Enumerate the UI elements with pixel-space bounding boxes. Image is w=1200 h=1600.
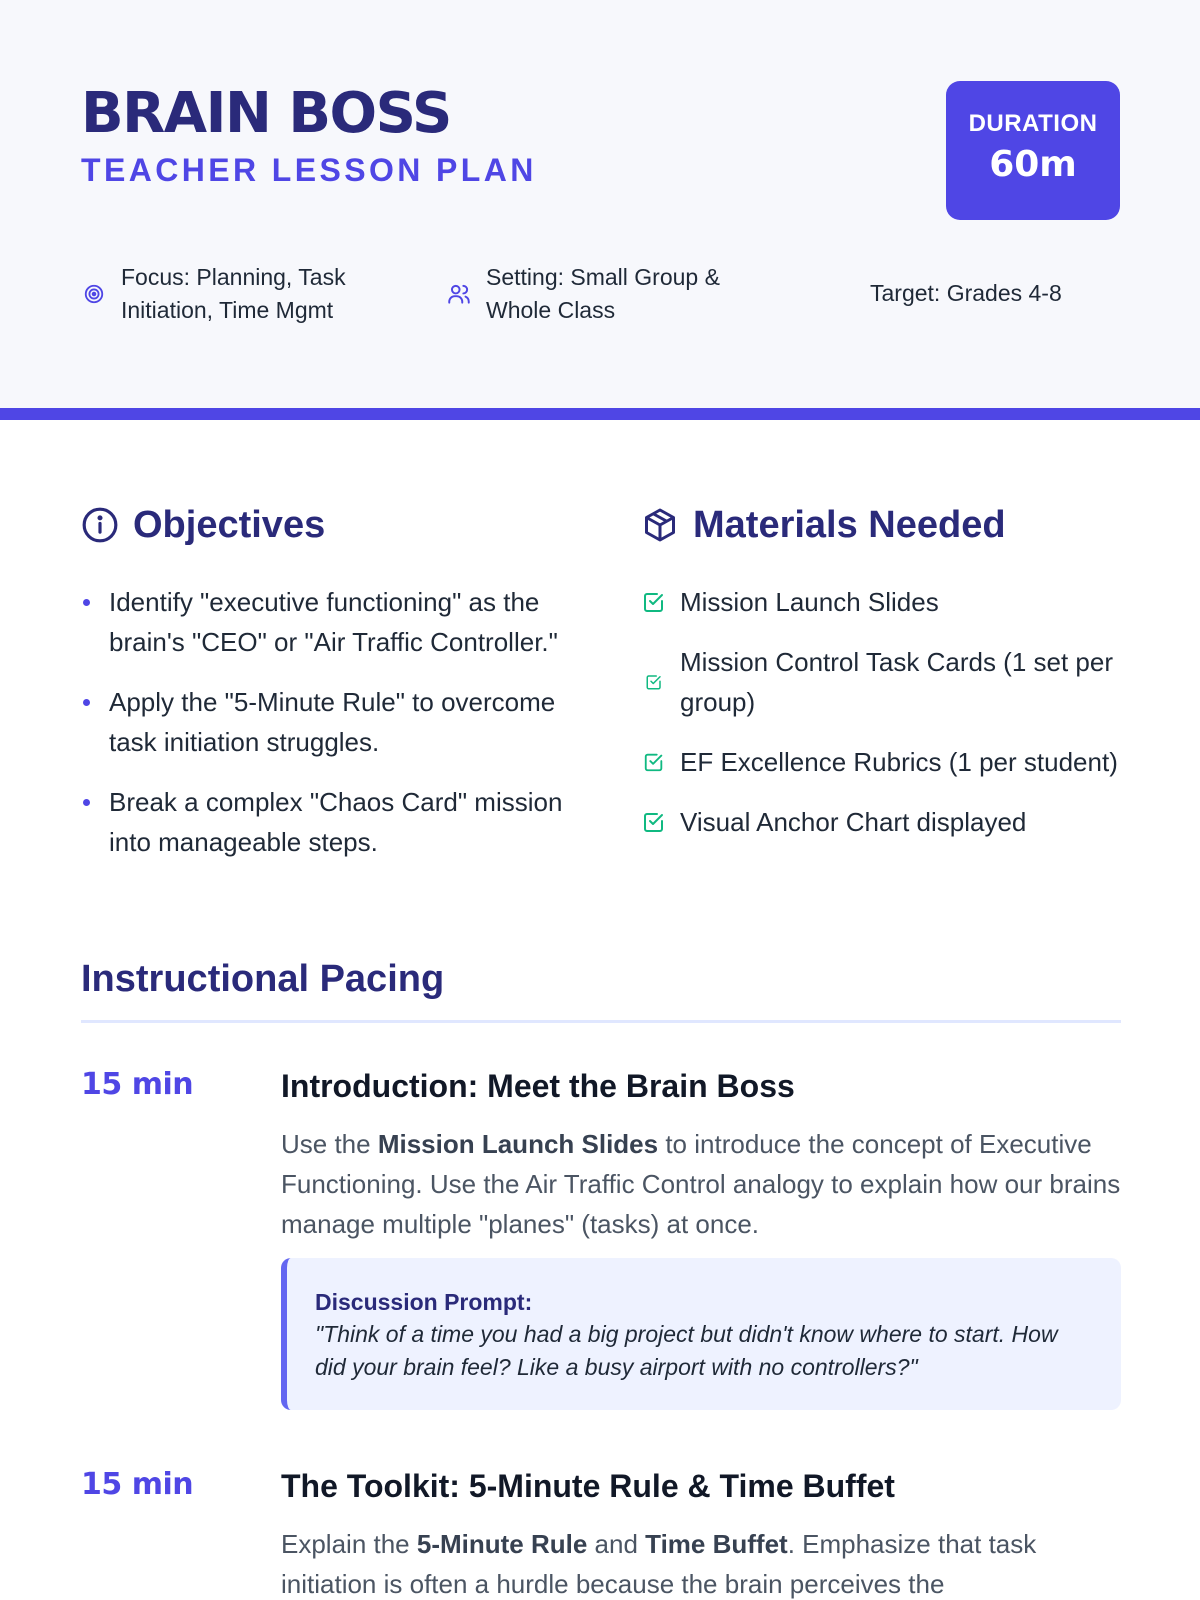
objectives-heading xyxy=(81,502,325,548)
bullet-icon xyxy=(83,599,90,606)
meta-setting-text: Setting: Small Group & Whole Class xyxy=(486,264,720,323)
objectives-list xyxy=(81,582,581,882)
list-item: Mission Control Task Cards (1 set per group) xyxy=(641,642,1131,722)
pacing-heading: Instructional Pacing xyxy=(81,958,445,1000)
list-item: Apply the "5-Minute Rule" to overcome task initiation struggles. xyxy=(81,682,581,762)
step-time: 15 min xyxy=(81,1467,194,1502)
meta-target-text: Target: Grades 4-8 xyxy=(870,280,1062,306)
duration-value: 60m xyxy=(989,144,1077,185)
meta-setting xyxy=(446,261,776,327)
header-accent-bar xyxy=(0,408,1200,420)
duration-badge xyxy=(946,81,1120,220)
objectives-heading-text: Objectives xyxy=(133,504,326,546)
list-item: Mission Launch Slides xyxy=(641,582,1131,622)
list-item: EF Excellence Rubrics (1 per student) xyxy=(641,742,1131,782)
users-icon xyxy=(446,281,472,307)
step-description: Use the Mission Launch Slides to introduce the concept of Executive Functioning. Use the Air Traffic Control analogy to explain how our brains manage multiple "planes" (tasks) at once. xyxy=(281,1129,1121,1239)
package-icon xyxy=(641,506,679,544)
checkbox-icon xyxy=(641,589,667,615)
materials-list xyxy=(641,582,1131,862)
checkbox-icon xyxy=(641,749,667,775)
info-icon xyxy=(81,506,119,544)
prompt-label: Discussion Prompt: xyxy=(315,1289,533,1315)
meta-target xyxy=(870,277,1130,310)
step-title: The Toolkit: 5-Minute Rule & Time Buffet xyxy=(281,1468,895,1504)
bullet-icon xyxy=(83,699,90,706)
meta-focus xyxy=(81,261,411,327)
target-icon xyxy=(81,281,107,307)
list-item: Identify "executive functioning" as the brain's "CEO" or "Air Traffic Controller." xyxy=(81,582,581,662)
materials-heading xyxy=(641,502,1006,548)
step-title: Introduction: Meet the Brain Boss xyxy=(281,1068,795,1104)
materials-heading-text: Materials Needed xyxy=(693,504,1006,546)
checkbox-icon xyxy=(641,809,667,835)
step-time: 15 min xyxy=(81,1067,194,1102)
duration-label: DURATION xyxy=(968,110,1098,137)
step-description: Explain the 5-Minute Rule and Time Buffet. Emphasize that task initiation is often a hurdle because the brain perceives the xyxy=(281,1529,1037,1599)
discussion-prompt xyxy=(281,1258,1121,1410)
list-item: Visual Anchor Chart displayed xyxy=(641,802,1131,842)
bullet-icon xyxy=(83,799,90,806)
checkbox-icon xyxy=(641,669,667,695)
page-title: BRAIN BOSS xyxy=(81,81,451,146)
list-item: Break a complex "Chaos Card" mission into manageable steps. xyxy=(81,782,581,862)
divider xyxy=(81,1020,1121,1023)
meta-focus-text: Focus: Planning, Task Initiation, Time Mgmt xyxy=(121,264,346,323)
prompt-text: "Think of a time you had a big project but didn't know where to start. How did your brain feel? Like a busy airport with no controllers?" xyxy=(315,1321,1058,1380)
page-subtitle: TEACHER LESSON PLAN xyxy=(81,152,537,188)
